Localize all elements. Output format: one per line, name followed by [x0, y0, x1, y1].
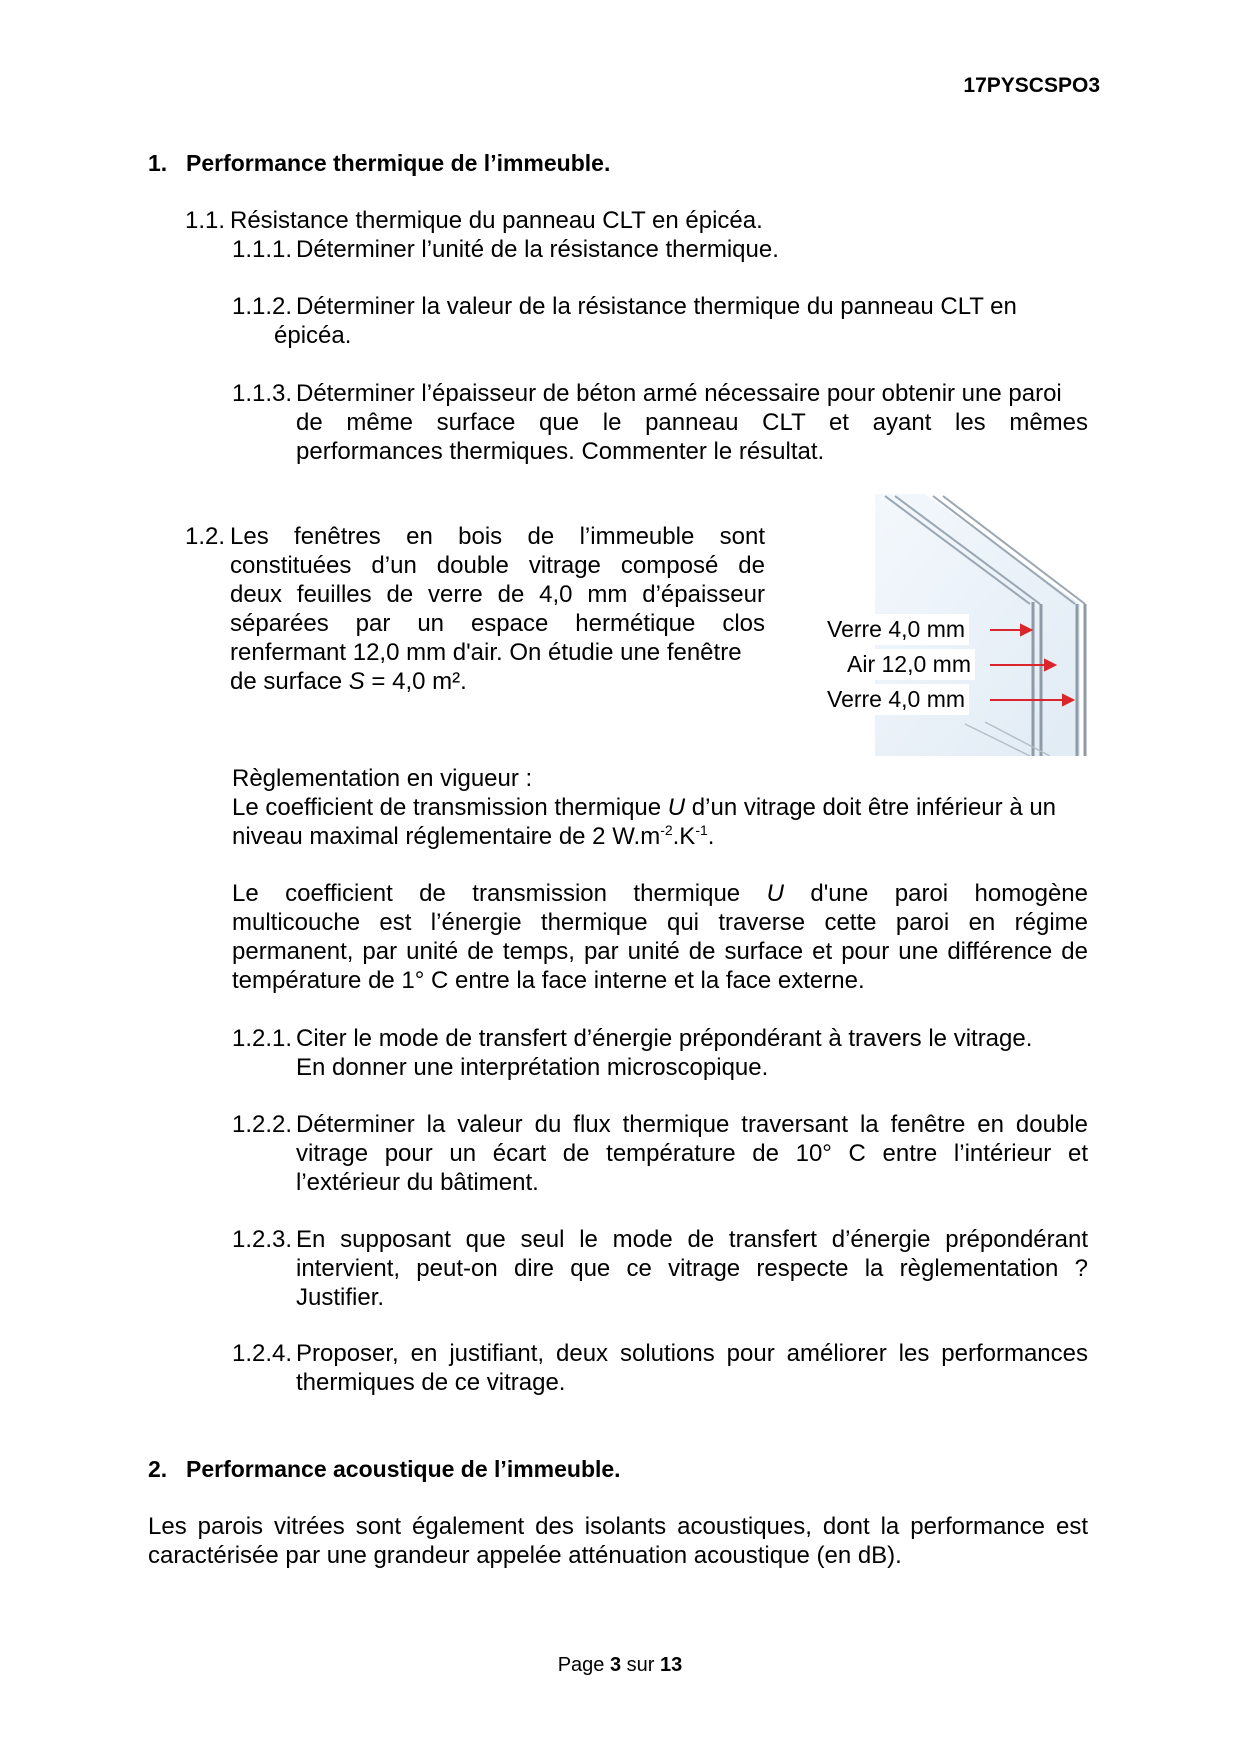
- page-number: 3: [609, 1654, 622, 1676]
- variable-u: U: [667, 794, 686, 821]
- page-footer: [0, 1654, 1240, 1677]
- question-line: intervient, peut-on dire que ce vitrage respecte la règlementation ?: [296, 1255, 1088, 1282]
- question-number: 1.1.3.: [232, 380, 293, 407]
- question-line: Proposer, en justifiant, deux solutions pour améliorer les performances: [296, 1340, 1088, 1367]
- intro-line-surface: [230, 667, 765, 696]
- question-text: Déterminer l’unité de la résistance thermique.: [296, 236, 779, 263]
- definition-line: température de 1° C entre la face interne et la face externe.: [232, 967, 865, 994]
- question-line: Déterminer la valeur de la résistance thermique du panneau CLT en: [296, 293, 1017, 320]
- intro-line: Les fenêtres en bois de l’immeuble sont: [230, 523, 765, 550]
- question-line: thermiques de ce vitrage.: [296, 1369, 566, 1396]
- subsection-1-1-title: Résistance thermique du panneau CLT en épicéa.: [230, 207, 763, 234]
- question-1-2-3: [232, 1225, 1088, 1312]
- question-line: vitrage pour un écart de température de 10° C entre l’intérieur et: [296, 1140, 1088, 1167]
- subsection-1-1: [185, 206, 763, 235]
- question-line: Déterminer la valeur du flux thermique traversant la fenêtre en double: [296, 1111, 1088, 1138]
- section-2-number: 2.: [148, 1456, 168, 1482]
- definition-line: permanent, par unité de temps, par unité de surface et pour une différence de: [232, 938, 1088, 965]
- definition-text: d'une paroi homogène: [783, 880, 1088, 907]
- paragraph-line: caractérisée par une grandeur appelée atténuation acoustique (en dB).: [148, 1542, 902, 1569]
- question-number: 1.2.1.: [232, 1025, 293, 1052]
- question-number: 1.2.3.: [232, 1226, 293, 1253]
- question-line: En donner une interprétation microscopique.: [296, 1054, 769, 1081]
- section-1-number: 1.: [148, 150, 168, 176]
- intro-line: deux feuilles de verre de 4,0 mm d’épaisseur: [230, 581, 765, 608]
- question-1-1-2: [232, 292, 1088, 350]
- question-number: 1.1.1.: [232, 236, 293, 263]
- question-number: 1.1.2.: [232, 293, 293, 320]
- question-line: de même surface que le panneau CLT et ayant les mêmes: [296, 409, 1088, 436]
- double-glazing-figure: [815, 494, 1105, 756]
- definition-line: multicouche est l’énergie thermique qui traverse cette paroi en régime: [232, 909, 1088, 936]
- subsection-1-2-intro: [185, 522, 765, 696]
- section-2-title: Performance acoustique de l’immeuble.: [186, 1456, 621, 1482]
- regulation-text: .: [707, 823, 715, 850]
- exponent: -1: [695, 822, 708, 838]
- question-line: performances thermiques. Commenter le résultat.: [296, 438, 825, 465]
- regulation-line: [232, 822, 1088, 851]
- variable-s: S: [348, 668, 365, 695]
- intro-line: renfermant 12,0 mm d'air. On étudie une fenêtre: [230, 639, 742, 666]
- question-line: Citer le mode de transfert d’énergie prépondérant à travers le vitrage.: [296, 1025, 1033, 1052]
- question-1-2-4: [232, 1339, 1088, 1397]
- intro-text: = 4,0 m².: [364, 668, 467, 695]
- section-2-heading: [148, 1455, 621, 1484]
- question-line: l’extérieur du bâtiment.: [296, 1169, 539, 1196]
- question-number: 1.2.4.: [232, 1340, 293, 1367]
- regulation-text: .K: [672, 823, 696, 850]
- definition-text: Le coefficient de transmission thermique: [232, 880, 767, 907]
- question-line: Déterminer l’épaisseur de béton armé nécessaire pour obtenir une paroi: [296, 380, 1062, 407]
- question-number: 1.2.2.: [232, 1111, 293, 1138]
- question-1-1-1: [232, 235, 779, 264]
- variable-u: U: [766, 880, 784, 907]
- question-1-1-3: [232, 379, 1088, 466]
- paragraph-line: Les parois vitrées sont également des isolants acoustiques, dont la performance est: [148, 1513, 1088, 1540]
- question-line: épicéa.: [274, 322, 352, 349]
- regulation-text: d’un vitrage doit être inférieur à un: [685, 794, 1057, 821]
- page-total: 13: [660, 1654, 683, 1676]
- subsection-1-1-number: 1.1.: [185, 207, 226, 234]
- intro-line: séparées par un espace hermétique clos: [230, 610, 765, 637]
- question-1-2-2: [232, 1110, 1088, 1197]
- question-line: En supposant que seul le mode de transfert d’énergie prépondérant: [296, 1226, 1088, 1253]
- exponent: -2: [660, 822, 673, 838]
- figure-label-glass-2: Verre 4,0 mm: [823, 684, 969, 715]
- figure-label-air: Air 12,0 mm: [843, 649, 975, 680]
- regulation-text: Le coefficient de transmission thermique: [232, 794, 668, 821]
- footer-text: sur: [621, 1654, 661, 1676]
- section-1-title: Performance thermique de l’immeuble.: [186, 150, 611, 176]
- footer-text: Page: [557, 1654, 610, 1676]
- document-code: 17PYSCSPO3: [963, 74, 1100, 97]
- intro-text: de surface: [230, 668, 349, 695]
- regulation-title: Règlementation en vigueur :: [232, 765, 533, 792]
- definition-line: [232, 879, 1088, 908]
- intro-line: constituées d’un double vitrage composé de: [230, 552, 765, 579]
- regulation-text: niveau maximal réglementaire de 2 W.m: [232, 823, 661, 850]
- question-line: Justifier.: [296, 1284, 385, 1311]
- definition-block: [232, 879, 1088, 995]
- regulation-line: [232, 793, 1088, 822]
- figure-label-glass-1: Verre 4,0 mm: [823, 614, 969, 645]
- section-1-heading: [148, 149, 610, 178]
- section-2-paragraph: [148, 1512, 1088, 1570]
- question-1-2-1: [232, 1024, 1088, 1082]
- regulation-block: [232, 764, 1088, 851]
- subsection-1-2-number: 1.2.: [185, 523, 226, 550]
